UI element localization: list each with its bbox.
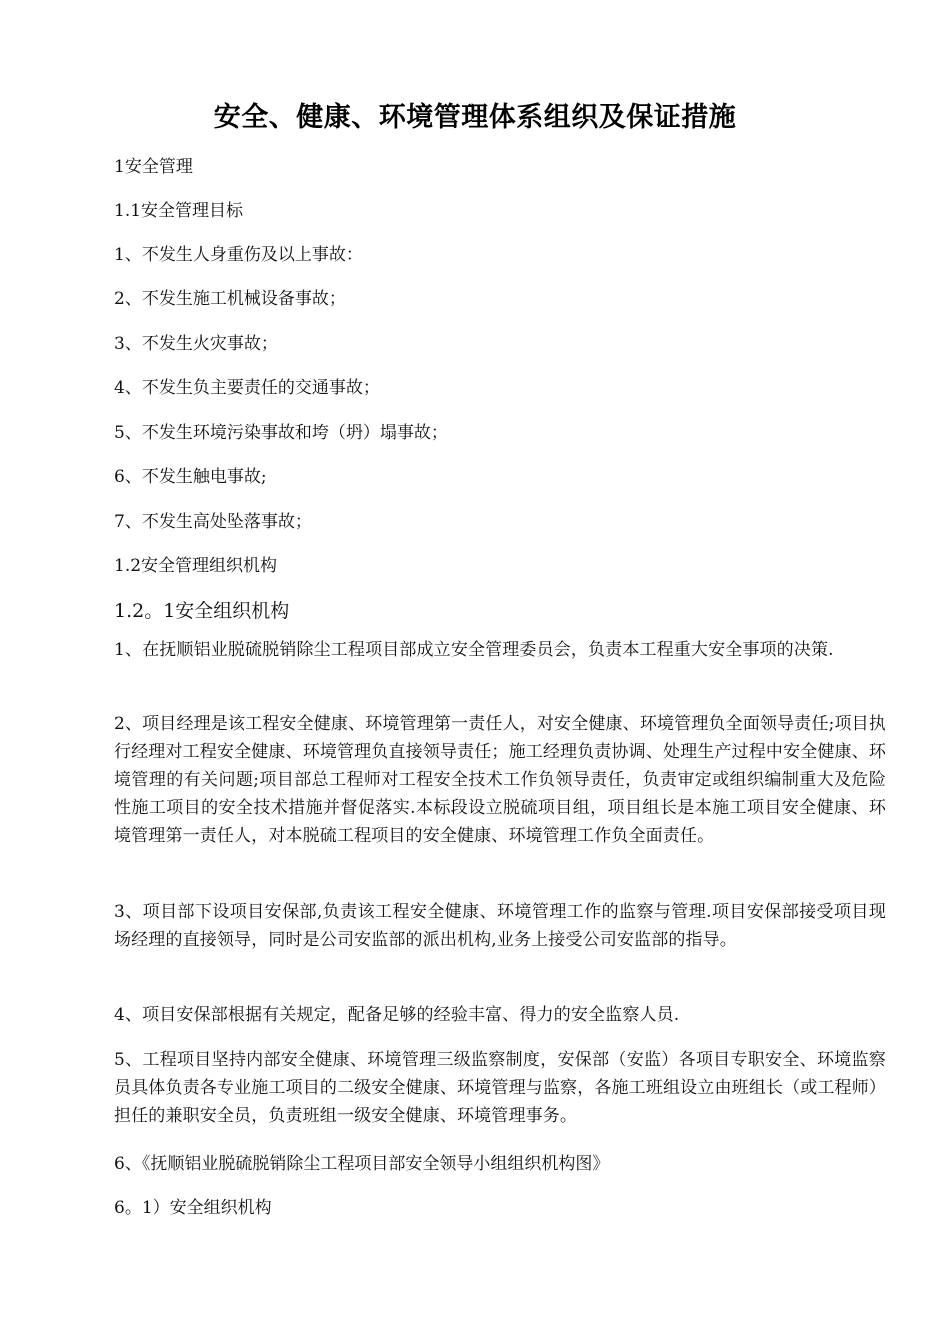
goal-item-3: 3、不发生火灾事故； — [114, 334, 278, 354]
paragraph-6: 6、《抚顺铝业脱硫脱销除尘工程项目部安全领导小组组织机构图》 — [114, 1154, 610, 1174]
goal-item-5: 5、不发生环境污染事故和垮（坍）塌事故； — [114, 423, 448, 443]
goal-item-1: 1、不发生人身重伤及以上事故： — [114, 245, 363, 265]
paragraph-3: 3、项目部下设项目安保部,负责该工程安全健康、环境管理工作的监察与管理.项目安保部接受项目现场经理的直接领导，同时是公司安监部的派出机构,业务上接受公司安监部的指导。 — [114, 902, 886, 950]
subsubsection-heading-safety-org: 1.2。1安全组织机构 — [114, 600, 290, 622]
paragraph-2: 2、项目经理是该工程安全健康、环境管理第一责任人，对安全健康、环境管理负全面领导责任;项目执行经理对工程安全健康、环境管理负直接领导责任；施工经理负责协调、处理生产过程中安全健康、环境管理的有关问题;项目部总工程师对工程安全技术工作负领导责任，负责审定或组织编制重大及危险性施工项目的安全技术措施并督促落实.本标段设立脱硫项目组，项目组长是本施工项目安全健康、环境管理第一责任人，对本脱硫工程项目的安全健康、环境管理工作负全面责任。 — [114, 714, 886, 846]
paragraph-4: 4、项目安保部根据有关规定，配备足够的经验丰富、得力的安全监察人员. — [114, 1005, 680, 1025]
goal-item-2: 2、不发生施工机械设备事故； — [114, 289, 346, 309]
subsection-heading-safety-goals: 1.1安全管理目标 — [114, 201, 244, 221]
paragraph-1: 1、在抚顺铝业脱硫脱销除尘工程项目部成立安全管理委员会，负责本工程重大安全事项的决策. — [114, 640, 834, 660]
goal-item-6: 6、不发生触电事故; — [114, 467, 267, 487]
paragraph-5: 5、工程项目坚持内部安全健康、环境管理三级监察制度，安保部（安监）各项目专职安全、环境监察员具体负责各专业施工项目的二级安全健康、环境管理与监察，各施工班组设立由班组长（或工程师）担任的兼职安全员，负责班组一级安全健康、环境管理事务。 — [114, 1050, 886, 1126]
goal-item-4: 4、不发生负主要责任的交通事故； — [114, 378, 380, 398]
subsection-heading-org-structure: 1.2安全管理组织机构 — [114, 556, 278, 576]
document-title: 安全、健康、环境管理体系组织及保证措施 — [213, 102, 737, 133]
section-heading-safety-management: 1安全管理 — [114, 157, 193, 177]
paragraph-7: 6。1）安全组织机构 — [114, 1198, 272, 1218]
goal-item-7: 7、不发生高处坠落事故； — [114, 512, 312, 532]
